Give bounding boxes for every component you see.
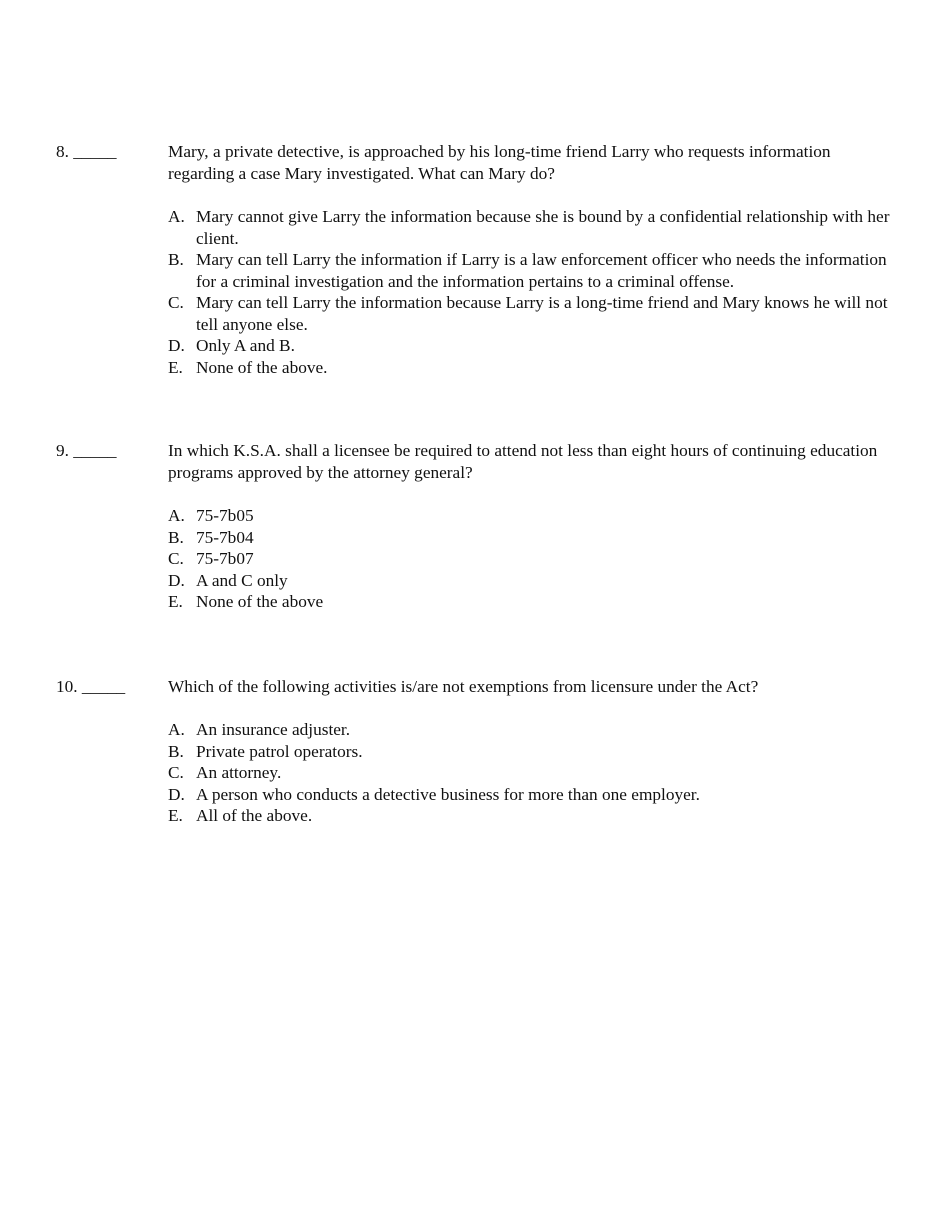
option-letter: E.: [168, 806, 183, 825]
answer-option: [168, 719, 893, 741]
option-text: An attorney.: [196, 763, 282, 782]
answer-option: [168, 591, 893, 613]
question-stem: Mary, a private detective, is approached by his long-time friend Larry who requests information regarding a case Mary investigated. What can Mary do?: [168, 142, 831, 183]
option-letter: A.: [168, 720, 185, 739]
option-text: Mary can tell Larry the information because Larry is a long-time friend and Mary knows he will not tell anyone else.: [196, 293, 888, 334]
option-text: Mary can tell Larry the information if Larry is a law enforcement officer who needs the information for a criminal investigation and the information pertains to a criminal offense.: [196, 250, 887, 291]
answer-option: [168, 249, 893, 292]
question-body: [168, 676, 893, 827]
option-letter: B.: [168, 741, 184, 761]
answer-option: [168, 784, 893, 806]
answer-options: [168, 206, 893, 378]
option-text: All of the above.: [196, 806, 313, 825]
option-text: Only A and B.: [196, 336, 295, 355]
option-letter: B.: [168, 250, 184, 269]
option-letter: E.: [168, 592, 183, 611]
question-stem: Which of the following activities is/are not exemptions from licensure under the Act?: [168, 677, 759, 696]
option-letter: B.: [168, 527, 184, 547]
option-text: 75-7b04: [196, 527, 254, 547]
answer-option: [168, 805, 893, 827]
answer-option: [168, 741, 893, 763]
answer-option: [168, 357, 893, 379]
question-number-answer-blank: 10. _____: [56, 677, 126, 696]
option-text: 75-7b07: [196, 549, 254, 568]
option-text: 75-7b05: [196, 506, 254, 525]
answer-option: [168, 505, 893, 527]
option-text: None of the above.: [196, 357, 328, 377]
answer-option: [168, 570, 893, 592]
option-letter: A.: [168, 506, 185, 525]
option-text: Mary cannot give Larry the information because she is bound by a confidential relationship with her client.: [196, 207, 890, 248]
option-letter: A.: [168, 207, 185, 226]
option-letter: C.: [168, 549, 184, 568]
answer-option: [168, 292, 893, 335]
answer-options: [168, 505, 893, 613]
option-letter: D.: [168, 570, 185, 590]
answer-option: [168, 548, 893, 570]
option-text: None of the above: [196, 592, 324, 611]
option-text: A and C only: [196, 570, 288, 590]
answer-option: [168, 762, 893, 784]
answer-option: [168, 206, 893, 249]
option-text: A person who conducts a detective business for more than one employer.: [196, 784, 700, 804]
answer-option: [168, 335, 893, 357]
option-letter: D.: [168, 336, 185, 355]
option-letter: D.: [168, 784, 185, 804]
option-letter: C.: [168, 293, 184, 312]
option-text: Private patrol operators.: [196, 741, 363, 761]
option-text: An insurance adjuster.: [196, 720, 351, 739]
answer-options: [168, 719, 893, 827]
question-body: [168, 141, 893, 378]
question-number-answer-blank: 9. _____: [56, 441, 117, 460]
question-body: [168, 440, 893, 613]
option-letter: E.: [168, 357, 183, 377]
option-letter: C.: [168, 763, 184, 782]
question-number-answer-blank: 8. _____: [56, 142, 117, 161]
question-stem: In which K.S.A. shall a licensee be required to attend not less than eight hours of continuing education programs approved by the attorney general?: [168, 441, 878, 482]
answer-option: [168, 527, 893, 549]
